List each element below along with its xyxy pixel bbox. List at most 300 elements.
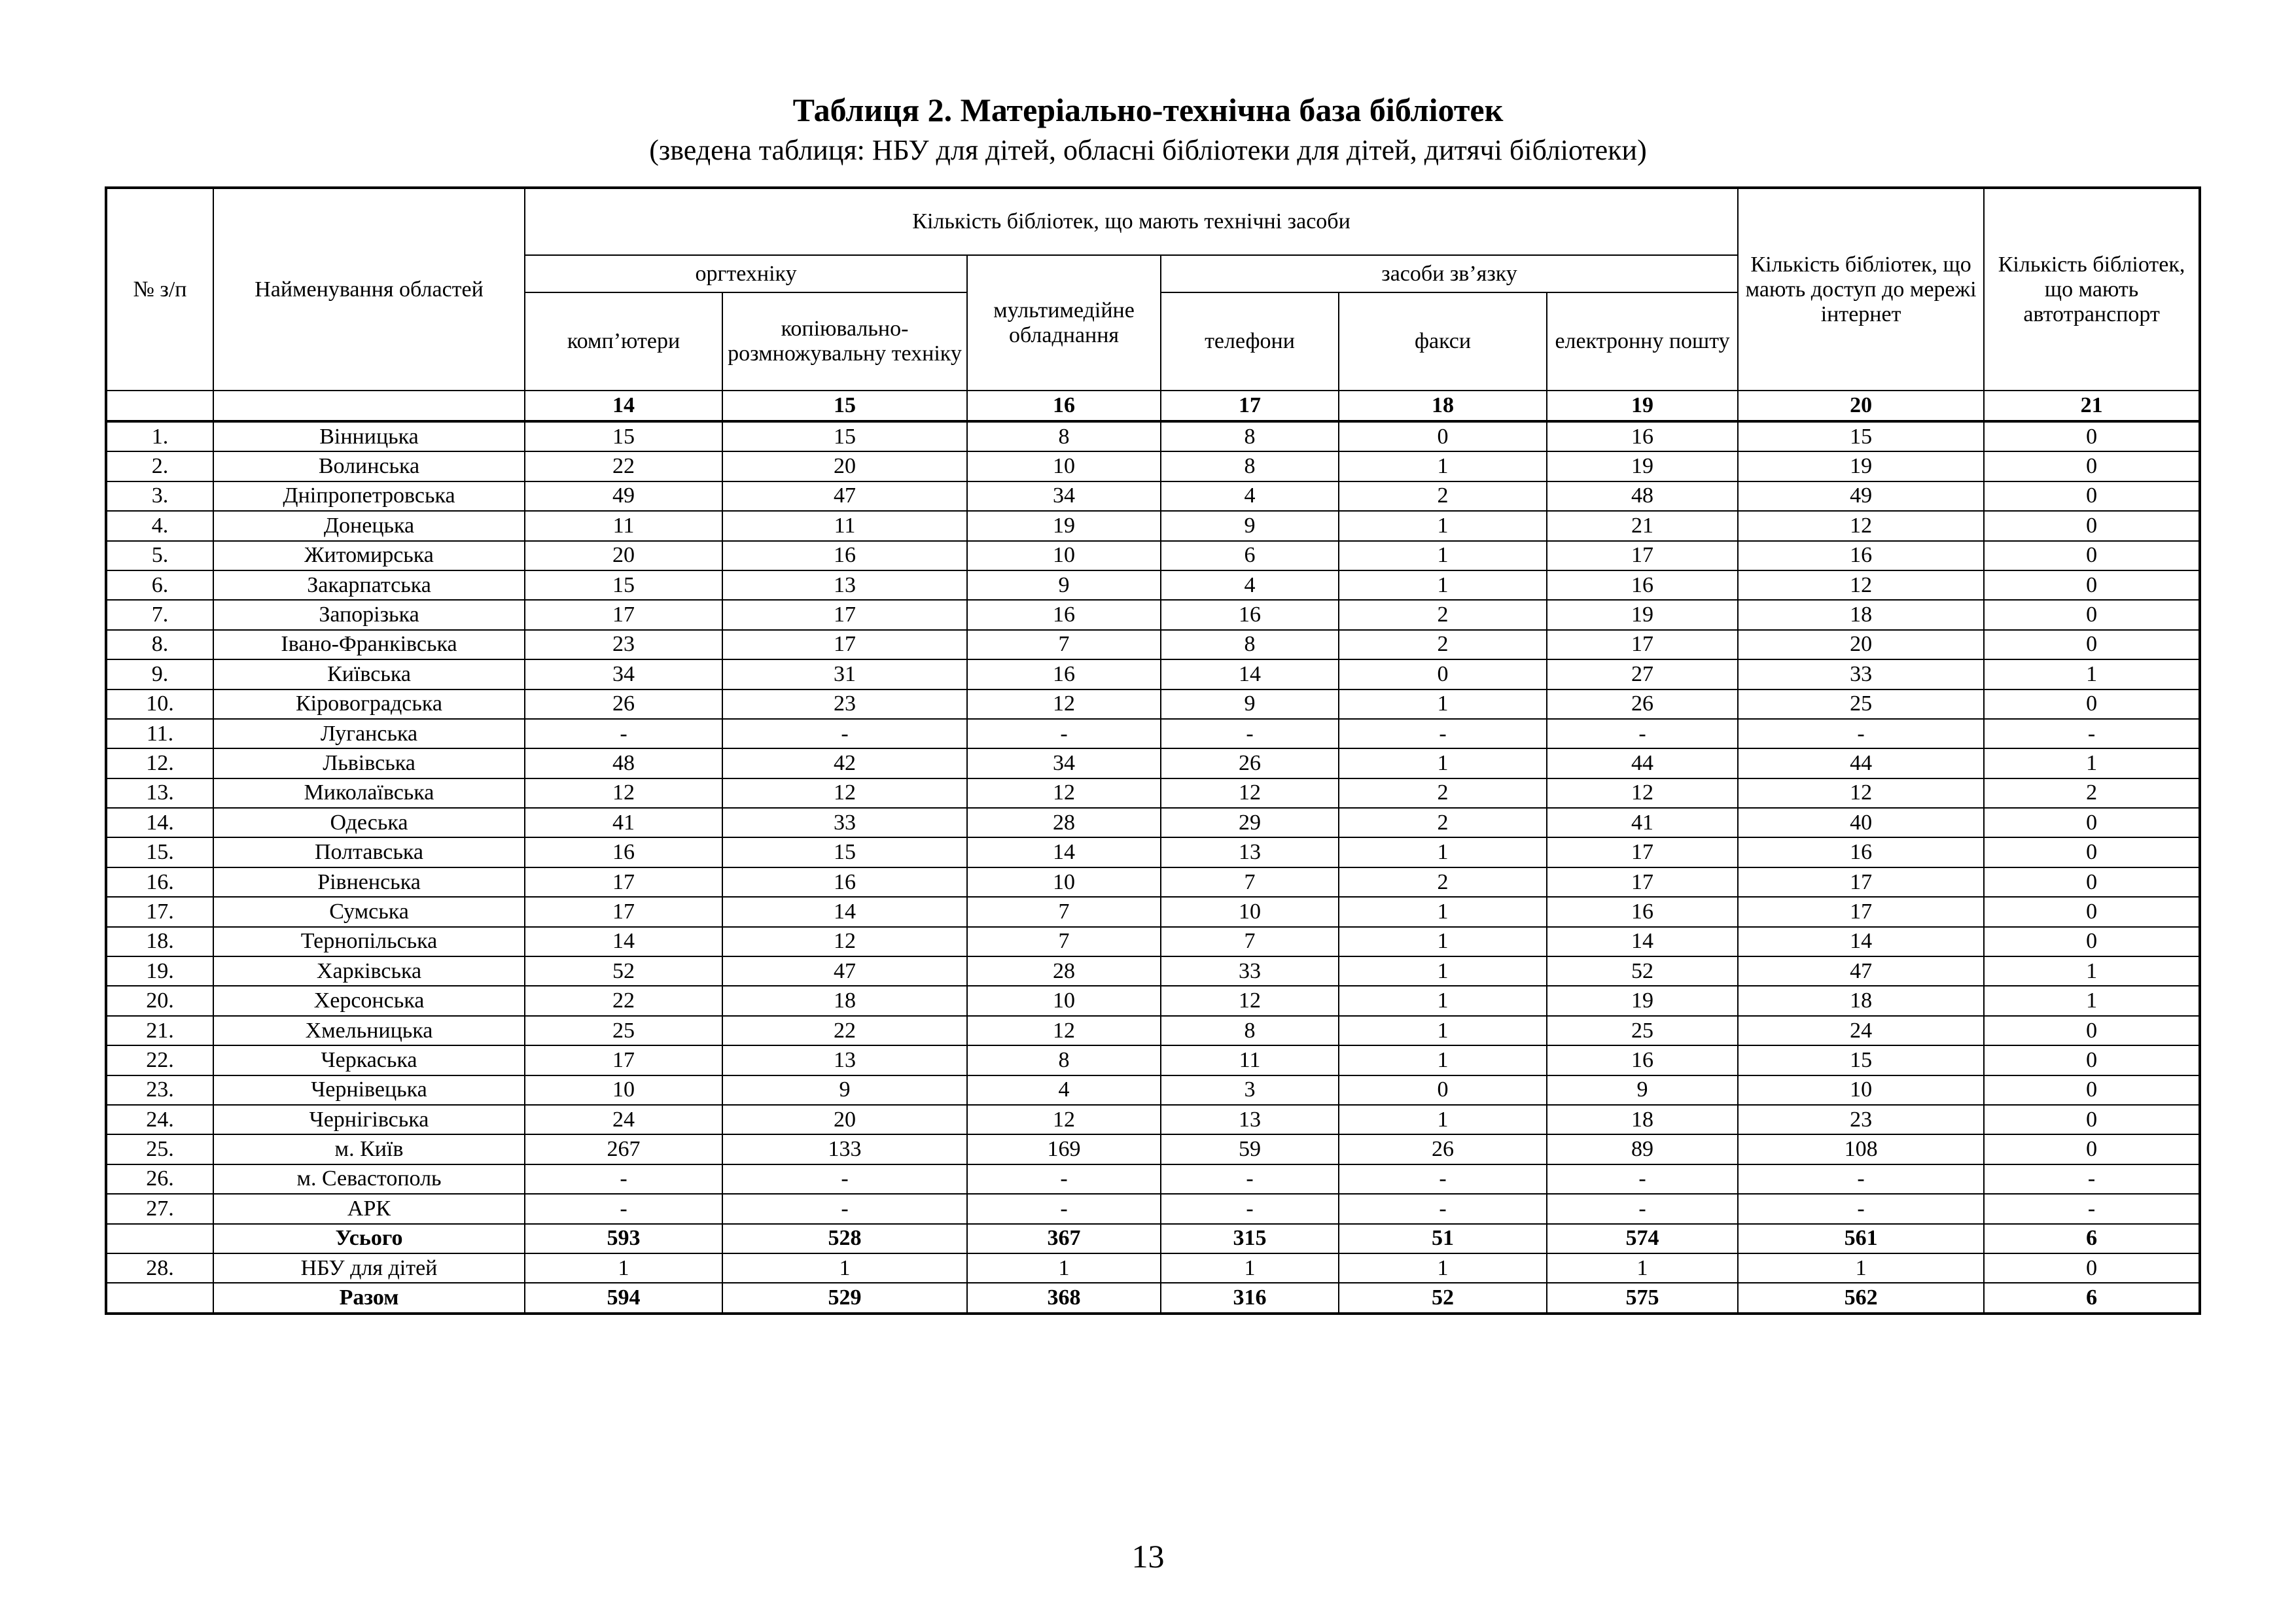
value-cell: 1 <box>1339 689 1547 719</box>
value-cell: - <box>1339 1164 1547 1194</box>
value-cell: 19 <box>1738 451 1984 481</box>
value-cell: - <box>967 1194 1161 1223</box>
value-cell: 10 <box>525 1075 722 1105</box>
table-row <box>106 927 2200 956</box>
value-cell: 1 <box>1339 986 1547 1015</box>
value-cell: 6 <box>1984 1224 2200 1253</box>
value-cell: 0 <box>1984 1134 2200 1164</box>
region-name-cell: Львівська <box>213 748 525 778</box>
value-cell: 12 <box>1161 778 1339 808</box>
region-name-cell: Київська <box>213 659 525 689</box>
value-cell: 25 <box>525 1016 722 1045</box>
value-cell: 24 <box>1738 1016 1984 1045</box>
table-row <box>106 451 2200 481</box>
value-cell: 16 <box>1161 600 1339 629</box>
value-cell: 16 <box>1738 541 1984 570</box>
value-cell: 1 <box>1339 1253 1547 1283</box>
value-cell: - <box>967 1164 1161 1194</box>
table-row <box>106 421 2200 451</box>
value-cell: 7 <box>1161 927 1339 956</box>
value-cell: 48 <box>525 748 722 778</box>
header-office-equipment: оргтехніку <box>525 255 967 292</box>
value-cell: - <box>1339 719 1547 748</box>
value-cell: - <box>1547 1164 1738 1194</box>
row-number-cell: 7. <box>106 600 213 629</box>
value-cell: 10 <box>967 451 1161 481</box>
value-cell: 49 <box>1738 481 1984 511</box>
value-cell: 0 <box>1984 511 2200 540</box>
value-cell: 16 <box>722 541 967 570</box>
value-cell: - <box>1161 1194 1339 1223</box>
value-cell: 11 <box>525 511 722 540</box>
table-row <box>106 600 2200 629</box>
value-cell: 19 <box>1547 451 1738 481</box>
value-cell: 22 <box>722 1016 967 1045</box>
value-cell: 0 <box>1984 1075 2200 1105</box>
value-cell: 12 <box>1547 778 1738 808</box>
value-cell: 9 <box>967 570 1161 600</box>
value-cell: - <box>722 1194 967 1223</box>
value-cell: 0 <box>1984 837 2200 867</box>
value-cell: 19 <box>1547 600 1738 629</box>
row-number-cell: 15. <box>106 837 213 867</box>
value-cell: 16 <box>1738 837 1984 867</box>
value-cell: 1 <box>1339 511 1547 540</box>
row-number-cell <box>106 1224 213 1253</box>
region-name-cell: Херсонська <box>213 986 525 1015</box>
value-cell: 1 <box>1547 1253 1738 1283</box>
row-number-cell: 2. <box>106 451 213 481</box>
table-row <box>106 1016 2200 1045</box>
region-name-cell: Житомирська <box>213 541 525 570</box>
value-cell: 28 <box>967 956 1161 986</box>
value-cell: 18 <box>722 986 967 1015</box>
value-cell: 8 <box>1161 451 1339 481</box>
row-number-cell: 24. <box>106 1105 213 1134</box>
table-row <box>106 956 2200 986</box>
row-number-cell: 27. <box>106 1194 213 1223</box>
value-cell: 12 <box>1738 570 1984 600</box>
row-number-cell: 22. <box>106 1045 213 1075</box>
value-cell: 12 <box>1738 778 1984 808</box>
value-cell: 20 <box>722 451 967 481</box>
value-cell: 17 <box>525 1045 722 1075</box>
value-cell: 27 <box>1547 659 1738 689</box>
value-cell: 0 <box>1984 630 2200 659</box>
value-cell: 15 <box>1738 1045 1984 1075</box>
value-cell: 1 <box>1984 956 2200 986</box>
value-cell: 0 <box>1984 421 2200 451</box>
row-number-cell: 20. <box>106 986 213 1015</box>
row-number-cell: 17. <box>106 897 213 926</box>
row-number-cell: 16. <box>106 867 213 897</box>
column-number: 19 <box>1547 391 1738 421</box>
value-cell: - <box>1984 1194 2200 1223</box>
value-cell: 2 <box>1339 600 1547 629</box>
region-name-cell: Тернопільська <box>213 927 525 956</box>
table-row <box>106 778 2200 808</box>
table-row <box>106 837 2200 867</box>
value-cell: 14 <box>1738 927 1984 956</box>
value-cell: 0 <box>1984 600 2200 629</box>
row-number-cell: 6. <box>106 570 213 600</box>
column-number-blank <box>213 391 525 421</box>
table-row <box>106 1283 2200 1313</box>
value-cell: 16 <box>967 659 1161 689</box>
value-cell: 1 <box>1339 570 1547 600</box>
value-cell: 7 <box>967 630 1161 659</box>
row-number-cell: 1. <box>106 421 213 451</box>
value-cell: 574 <box>1547 1224 1738 1253</box>
value-cell: 25 <box>1547 1016 1738 1045</box>
value-cell: 41 <box>1547 808 1738 837</box>
value-cell: 13 <box>722 1045 967 1075</box>
value-cell: 8 <box>967 421 1161 451</box>
value-cell: 49 <box>525 481 722 511</box>
table-row <box>106 1105 2200 1134</box>
value-cell: 24 <box>525 1105 722 1134</box>
value-cell: 9 <box>1161 689 1339 719</box>
value-cell: 12 <box>525 778 722 808</box>
value-cell: 0 <box>1984 541 2200 570</box>
value-cell: 15 <box>525 570 722 600</box>
value-cell: 1 <box>1339 1016 1547 1045</box>
value-cell: 26 <box>1547 689 1738 719</box>
value-cell: 575 <box>1547 1283 1738 1313</box>
value-cell: 13 <box>1161 837 1339 867</box>
column-number: 16 <box>967 391 1161 421</box>
value-cell: 28 <box>967 808 1161 837</box>
value-cell: 42 <box>722 748 967 778</box>
value-cell: 4 <box>967 1075 1161 1105</box>
value-cell: 1 <box>525 1253 722 1283</box>
value-cell: - <box>1161 1164 1339 1194</box>
row-number-cell: 4. <box>106 511 213 540</box>
value-cell: - <box>1984 719 2200 748</box>
value-cell: - <box>1339 1194 1547 1223</box>
column-number-blank <box>106 391 213 421</box>
value-cell: 10 <box>967 867 1161 897</box>
value-cell: 52 <box>1547 956 1738 986</box>
value-cell: 16 <box>722 867 967 897</box>
value-cell: 12 <box>967 1016 1161 1045</box>
header-communications: засоби зв’язку <box>1161 255 1738 292</box>
value-cell: - <box>1738 1194 1984 1223</box>
value-cell: 316 <box>1161 1283 1339 1313</box>
page-title: Таблиця 2. Матеріально-технічна база бібліотек <box>792 92 1504 128</box>
value-cell: 2 <box>1339 867 1547 897</box>
table-row <box>106 1194 2200 1223</box>
value-cell: 0 <box>1984 451 2200 481</box>
value-cell: 12 <box>967 778 1161 808</box>
value-cell: 0 <box>1984 689 2200 719</box>
library-equipment-table <box>105 186 2201 1315</box>
value-cell: 17 <box>722 600 967 629</box>
value-cell: 33 <box>722 808 967 837</box>
table-row <box>106 689 2200 719</box>
table-row <box>106 986 2200 1015</box>
column-number: 21 <box>1984 391 2200 421</box>
region-name-cell: НБУ для дітей <box>213 1253 525 1283</box>
value-cell: 1 <box>1738 1253 1984 1283</box>
value-cell: 0 <box>1984 1045 2200 1075</box>
value-cell: 14 <box>1161 659 1339 689</box>
table-row <box>106 1164 2200 1194</box>
value-cell: 17 <box>1738 867 1984 897</box>
value-cell: 17 <box>525 600 722 629</box>
row-number-cell: 10. <box>106 689 213 719</box>
column-number: 14 <box>525 391 722 421</box>
value-cell: 15 <box>722 837 967 867</box>
table-row <box>106 511 2200 540</box>
header-tech-group: Кількість бібліотек, що мають технічні засоби <box>525 188 1738 255</box>
value-cell: 6 <box>1984 1283 2200 1313</box>
value-cell: 1 <box>1339 1105 1547 1134</box>
value-cell: 7 <box>1161 867 1339 897</box>
row-number-cell: 13. <box>106 778 213 808</box>
row-number-cell: 26. <box>106 1164 213 1194</box>
value-cell: 17 <box>525 897 722 926</box>
value-cell: 0 <box>1984 897 2200 926</box>
value-cell: 11 <box>1161 1045 1339 1075</box>
value-cell: - <box>722 719 967 748</box>
value-cell: 34 <box>967 481 1161 511</box>
region-name-cell: АРК <box>213 1194 525 1223</box>
region-name-cell: Кіровоградська <box>213 689 525 719</box>
value-cell: 10 <box>967 986 1161 1015</box>
value-cell: - <box>1547 1194 1738 1223</box>
table-body <box>106 421 2200 1314</box>
value-cell: 25 <box>1738 689 1984 719</box>
value-cell: 13 <box>1161 1105 1339 1134</box>
value-cell: 17 <box>1738 897 1984 926</box>
row-number-cell: 28. <box>106 1253 213 1283</box>
value-cell: 8 <box>1161 1016 1339 1045</box>
value-cell: 0 <box>1339 1075 1547 1105</box>
value-cell: - <box>1547 719 1738 748</box>
value-cell: 18 <box>1738 986 1984 1015</box>
value-cell: 1 <box>1984 748 2200 778</box>
value-cell: 7 <box>967 897 1161 926</box>
row-number-cell: 18. <box>106 927 213 956</box>
value-cell: 4 <box>1161 570 1339 600</box>
table-row <box>106 719 2200 748</box>
value-cell: 1 <box>1339 897 1547 926</box>
value-cell: 26 <box>525 689 722 719</box>
value-cell: 0 <box>1984 927 2200 956</box>
region-name-cell: Донецька <box>213 511 525 540</box>
value-cell: 6 <box>1161 541 1339 570</box>
table-row <box>106 659 2200 689</box>
value-cell: 0 <box>1339 659 1547 689</box>
region-name-cell: Хмельницька <box>213 1016 525 1045</box>
value-cell: 51 <box>1339 1224 1547 1253</box>
region-name-cell: Запорізька <box>213 600 525 629</box>
value-cell: 1 <box>1339 748 1547 778</box>
value-cell: 19 <box>1547 986 1738 1015</box>
value-cell: 8 <box>967 1045 1161 1075</box>
value-cell: 0 <box>1984 1105 2200 1134</box>
region-name-cell: Волинська <box>213 451 525 481</box>
table-row <box>106 1224 2200 1253</box>
header-faxes: факси <box>1339 292 1547 391</box>
value-cell: 8 <box>1161 421 1339 451</box>
value-cell: 1 <box>1161 1253 1339 1283</box>
header-phones: телефони <box>1161 292 1339 391</box>
value-cell: 34 <box>525 659 722 689</box>
value-cell: 3 <box>1161 1075 1339 1105</box>
header-copiers: копіювально-розмножувальну техніку <box>722 292 967 391</box>
value-cell: 17 <box>1547 867 1738 897</box>
table-row <box>106 897 2200 926</box>
column-number: 18 <box>1339 391 1547 421</box>
column-number-row <box>106 391 2200 421</box>
value-cell: 593 <box>525 1224 722 1253</box>
value-cell: 29 <box>1161 808 1339 837</box>
value-cell: 2 <box>1339 481 1547 511</box>
value-cell: 22 <box>525 451 722 481</box>
value-cell: 1 <box>1339 541 1547 570</box>
value-cell: 1 <box>1984 986 2200 1015</box>
region-name-cell: Одеська <box>213 808 525 837</box>
value-cell: 16 <box>525 837 722 867</box>
value-cell: 9 <box>1547 1075 1738 1105</box>
value-cell: - <box>525 1194 722 1223</box>
value-cell: 1 <box>1339 837 1547 867</box>
value-cell: 267 <box>525 1134 722 1164</box>
row-number-cell: 5. <box>106 541 213 570</box>
value-cell: 48 <box>1547 481 1738 511</box>
value-cell: 0 <box>1984 808 2200 837</box>
row-number-cell: 9. <box>106 659 213 689</box>
value-cell: 7 <box>967 927 1161 956</box>
region-name-cell: Івано-Франківська <box>213 630 525 659</box>
value-cell: 26 <box>1339 1134 1547 1164</box>
value-cell: 12 <box>967 1105 1161 1134</box>
value-cell: 529 <box>722 1283 967 1313</box>
value-cell: 19 <box>967 511 1161 540</box>
value-cell: 14 <box>967 837 1161 867</box>
value-cell: 9 <box>722 1075 967 1105</box>
value-cell: 8 <box>1161 630 1339 659</box>
value-cell: 528 <box>722 1224 967 1253</box>
value-cell: 0 <box>1984 867 2200 897</box>
value-cell: - <box>1738 1164 1984 1194</box>
value-cell: 17 <box>1547 837 1738 867</box>
table-row <box>106 541 2200 570</box>
value-cell: 1 <box>1339 956 1547 986</box>
value-cell: - <box>525 1164 722 1194</box>
value-cell: - <box>1738 719 1984 748</box>
region-name-cell: Луганська <box>213 719 525 748</box>
value-cell: 133 <box>722 1134 967 1164</box>
region-name-cell: Сумська <box>213 897 525 926</box>
region-name-cell: Черкаська <box>213 1045 525 1075</box>
value-cell: 14 <box>525 927 722 956</box>
value-cell: 47 <box>722 481 967 511</box>
value-cell: 12 <box>722 927 967 956</box>
value-cell: 16 <box>1547 570 1738 600</box>
value-cell: 0 <box>1984 1016 2200 1045</box>
row-number-cell: 25. <box>106 1134 213 1164</box>
value-cell: 41 <box>525 808 722 837</box>
row-number-cell: 8. <box>106 630 213 659</box>
value-cell: 52 <box>525 956 722 986</box>
value-cell: 10 <box>1161 897 1339 926</box>
value-cell: 52 <box>1339 1283 1547 1313</box>
value-cell: 26 <box>1161 748 1339 778</box>
value-cell: 17 <box>1547 541 1738 570</box>
header-internet: Кількість бібліотек, що мають доступ до мережі інтернет <box>1738 188 1984 391</box>
value-cell: 10 <box>967 541 1161 570</box>
value-cell: 31 <box>722 659 967 689</box>
region-name-cell: Полтавська <box>213 837 525 867</box>
value-cell: 108 <box>1738 1134 1984 1164</box>
row-number-cell: 21. <box>106 1016 213 1045</box>
value-cell: 20 <box>1738 630 1984 659</box>
value-cell: 4 <box>1161 481 1339 511</box>
column-number: 15 <box>722 391 967 421</box>
row-number-cell: 3. <box>106 481 213 511</box>
region-name-cell: Усього <box>213 1224 525 1253</box>
value-cell: 23 <box>525 630 722 659</box>
region-name-cell: Закарпатська <box>213 570 525 600</box>
value-cell: 17 <box>525 867 722 897</box>
table-row <box>106 1045 2200 1075</box>
value-cell: 17 <box>722 630 967 659</box>
value-cell: 44 <box>1547 748 1738 778</box>
table-row <box>106 1134 2200 1164</box>
value-cell: - <box>525 719 722 748</box>
row-number-cell <box>106 1283 213 1313</box>
value-cell: 16 <box>1547 421 1738 451</box>
row-number-cell: 23. <box>106 1075 213 1105</box>
value-cell: 1 <box>1339 451 1547 481</box>
value-cell: 561 <box>1738 1224 1984 1253</box>
value-cell: 12 <box>1738 511 1984 540</box>
value-cell: 59 <box>1161 1134 1339 1164</box>
region-name-cell: Харківська <box>213 956 525 986</box>
table-row <box>106 570 2200 600</box>
value-cell: 368 <box>967 1283 1161 1313</box>
value-cell: 33 <box>1161 956 1339 986</box>
header-email: електронну пошту <box>1547 292 1738 391</box>
value-cell: - <box>722 1164 967 1194</box>
value-cell: 44 <box>1738 748 1984 778</box>
value-cell: 367 <box>967 1224 1161 1253</box>
value-cell: 0 <box>1984 481 2200 511</box>
value-cell: 15 <box>722 421 967 451</box>
value-cell: 16 <box>1547 1045 1738 1075</box>
value-cell: 315 <box>1161 1224 1339 1253</box>
value-cell: 1 <box>967 1253 1161 1283</box>
value-cell: 0 <box>1339 421 1547 451</box>
row-number-cell: 14. <box>106 808 213 837</box>
value-cell: 2 <box>1984 778 2200 808</box>
region-name-cell: Разом <box>213 1283 525 1313</box>
value-cell: 34 <box>967 748 1161 778</box>
table-row <box>106 808 2200 837</box>
value-cell: 23 <box>1738 1105 1984 1134</box>
region-name-cell: Чернігівська <box>213 1105 525 1134</box>
value-cell: 47 <box>1738 956 1984 986</box>
table-row <box>106 867 2200 897</box>
region-name-cell: Дніпропетровська <box>213 481 525 511</box>
value-cell: 0 <box>1984 1253 2200 1283</box>
value-cell: 15 <box>525 421 722 451</box>
table-row <box>106 1075 2200 1105</box>
value-cell: 594 <box>525 1283 722 1313</box>
